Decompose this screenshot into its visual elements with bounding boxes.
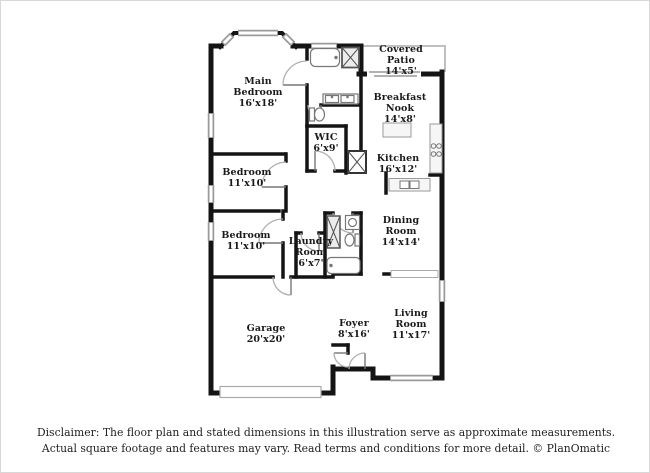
disclaimer-line-1: Disclaimer: The floor plan and stated dimensions in this illustration serve as approximate measurements. [36,426,616,439]
hall-bath-fixtures [327,216,360,274]
room-name: Bedroom [221,229,271,241]
covered-patio-outline [363,46,445,72]
room-name: Breakfast Nook [373,92,427,115]
windows [211,33,442,378]
toilet-fixture [310,108,325,121]
room-dims: 11'x10' [226,241,266,252]
room-name: Living Room [394,308,428,331]
room-dims: 20'x20' [246,334,286,345]
room-dims: 16'x12' [378,164,418,175]
floorplan-drawing [1,1,650,473]
garage-door [220,387,321,398]
room-name: Laundry Room [288,236,334,259]
disclaimer-line-2: Actual square footage and features may vary. Read terms and conditions for more detail. © PlanOmatic [41,441,611,455]
room-name: Foyer [339,317,369,329]
patio-sliding-door [367,70,421,78]
room-name: Bedroom [222,166,272,178]
room-name: Covered Patio [379,44,423,67]
room-name: Dining Room [382,215,420,238]
room-dims: 16'x18' [238,98,278,110]
kitchen-island [383,123,411,137]
room-name: Garage [246,322,286,334]
kitchen-sink-fixture [400,181,419,189]
pedestal-sink-fixture [346,216,360,230]
kitchen-fixtures [383,123,442,191]
room-dims: 14'x14' [381,237,421,249]
room-dims: 6'x7' [298,258,324,270]
room-dims: 14'x8' [384,114,416,126]
shower-panel-fixture [327,216,340,248]
main-bath-fixtures [310,48,360,122]
room-dims: 14'x5' [385,66,417,78]
room-dims: 6'x9' [313,143,339,154]
shower-fixture [342,48,359,68]
room-name: Kitchen [376,152,420,164]
room-dims: 8'x16' [338,329,370,340]
double-vanity-fixture [323,94,358,104]
room-dims: 11'x17' [391,330,431,342]
room-name: Main Bedroom [233,76,283,99]
room-name: WIC [314,131,338,143]
toilet-fixture [345,234,360,246]
dining-living-half-wall [391,271,438,278]
interior-walls [211,46,442,353]
room-dims: 11'x10' [227,178,267,189]
disclaimer [1,425,650,456]
pantry-closet [348,151,366,173]
